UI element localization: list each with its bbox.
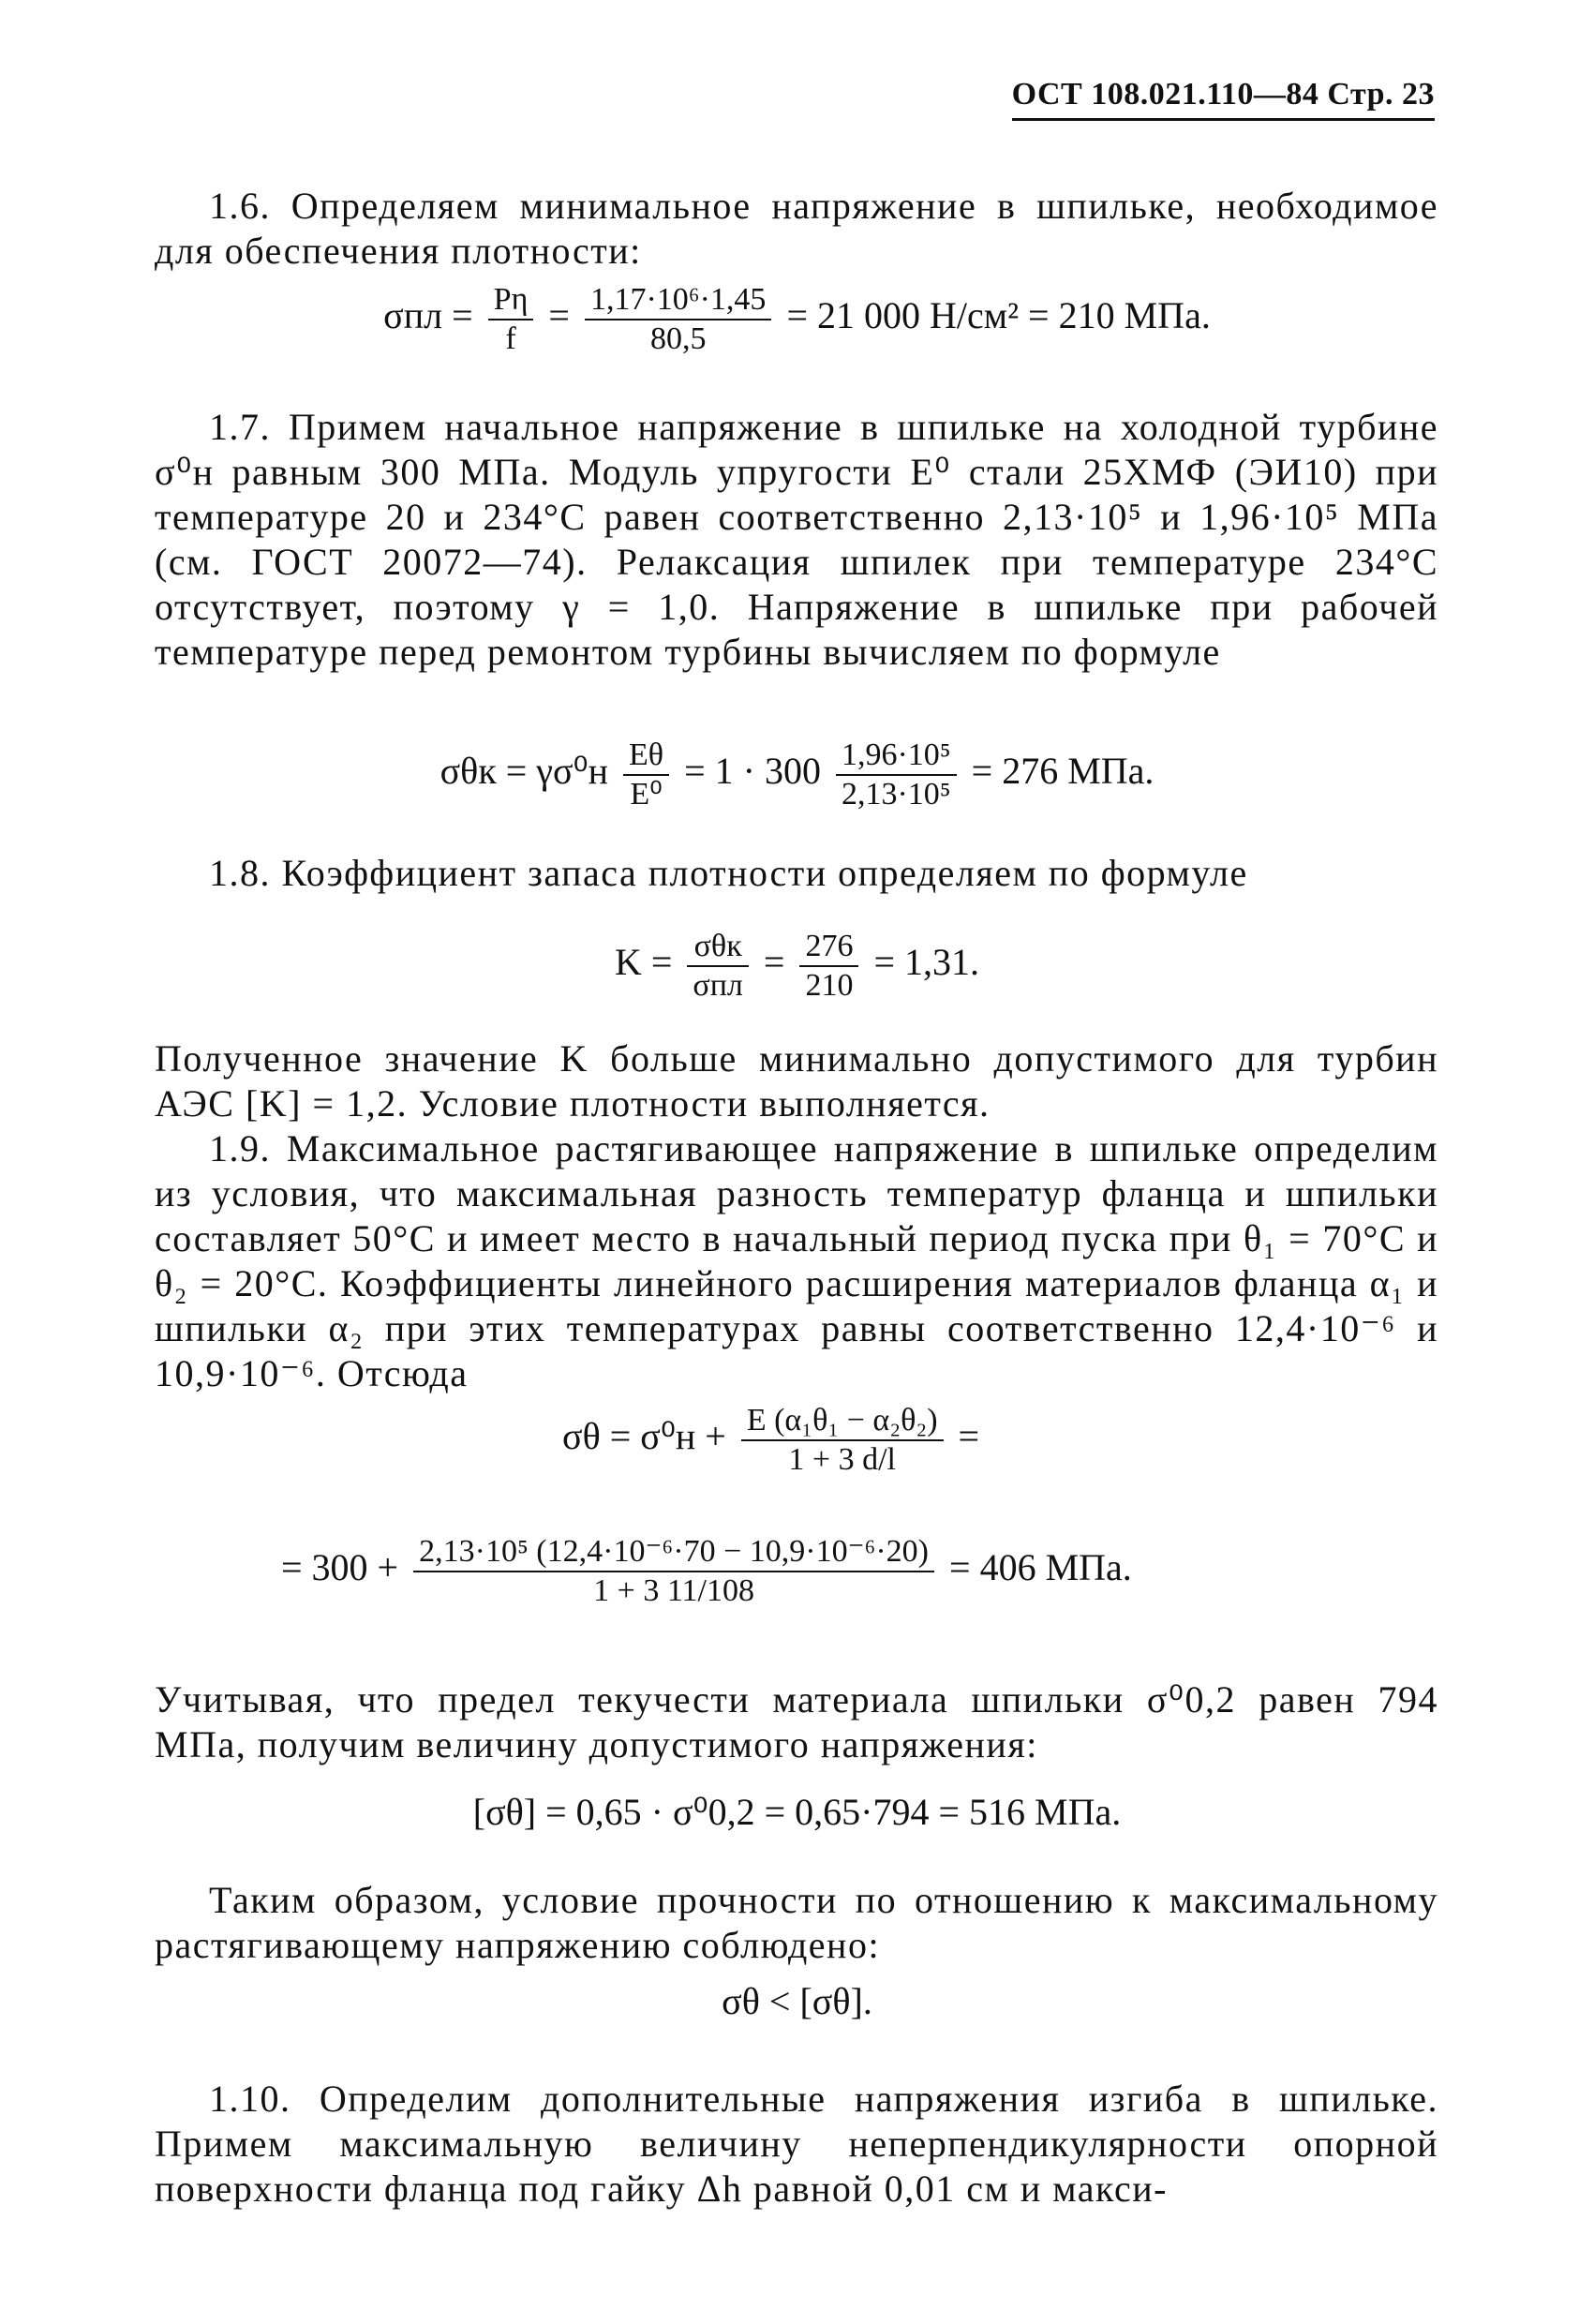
formula-sigma-theta <box>562 1402 979 1479</box>
fraction <box>836 737 957 813</box>
fraction-numerator: Pη <box>488 281 534 320</box>
equals-sign: = <box>548 294 570 337</box>
equals-sign: = <box>763 941 785 984</box>
fraction-numerator: 1,17·10⁶·1,45 <box>585 281 772 320</box>
paragraph-1-6: 1.6. Определяем минимальное напряжение в шпильке, необходимое для обеспечения плотности: <box>155 185 1438 272</box>
fraction <box>687 928 749 1005</box>
fraction <box>799 928 858 1005</box>
paragraph-strength-condition: Таким образом, условие прочности по отношению к максимальному растягивающему напряжению соблюдено: <box>155 1879 1438 1966</box>
fraction-denominator: σпл <box>693 968 743 1003</box>
paragraph-yield-strength: Учитывая, что предел текучести материала шпильки σ⁰0,2 равен 794 МПа, получим величину допустимого напряжения: <box>155 1678 1438 1765</box>
formula-sigma-theta-value <box>281 1533 1132 1610</box>
paragraph-1-10: 1.10. Определим дополнительные напряжения изгиба в шпильке. Примем максимальную величину неперпендикулярности опорной поверхности фланца под гайку Δh равной 0,01 см и макси- <box>155 2078 1438 2210</box>
formula-lhs: σпл = <box>383 294 473 337</box>
fraction-numerator: Eθ <box>623 737 669 776</box>
fraction <box>488 281 534 358</box>
paragraph-1-9: 1.9. Максимальное растягивающее напряжение в шпильке определим из условия, что максимальная разность температур фланца и шпильки составляет 50°С и имеет место в начальный период пуска при θ₁ = 70°С и θ₂ = 20°С. Коэффициенты линейного расширения материалов фланца α₁ и шпильки α₂ при этих температурах равны соответственно 12,4·10⁻⁶ и 10,9·10⁻⁶. Отсюда <box>155 1127 1438 1394</box>
fraction-numerator: 1,96·10⁵ <box>836 737 957 776</box>
fraction-denominator: 1 + 3 d/l <box>788 1442 896 1477</box>
fraction-denominator: 1 + 3 11/108 <box>593 1573 754 1608</box>
fraction <box>623 737 669 813</box>
paragraph-1-8: 1.8. Коэффициент запаса плотности определяем по формуле <box>209 852 1248 894</box>
formula-result: = 276 МПа. <box>971 750 1155 793</box>
formula-result: = 406 МПа. <box>949 1546 1132 1589</box>
formula-inequality: σθ < [σθ]. <box>722 1980 872 2022</box>
fraction-numerator: 2,13·10⁵ (12,4·10⁻⁶·70 − 10,9·10⁻⁶·20) <box>413 1533 934 1572</box>
formula-lhs: K = <box>614 941 673 984</box>
paragraph-k-result: Полученное значение K больше минимально допустимого для турбин АЭС [K] = 1,2. Условие плотности выполняется. <box>155 1037 1438 1125</box>
fraction-numerator: σθк <box>687 928 749 967</box>
fraction <box>741 1402 944 1479</box>
formula-lhs: = 300 + <box>281 1546 399 1589</box>
fraction-denominator: 80,5 <box>649 321 707 356</box>
formula-lhs: σθ = σ⁰н + <box>562 1415 726 1458</box>
fraction-numerator: E (α₁θ₁ − α₂θ₂) <box>741 1402 944 1441</box>
fraction <box>585 281 772 358</box>
page-header: ОСТ 108.021.110—84 Стр. 23 <box>1012 77 1435 121</box>
fraction-denominator: 210 <box>805 968 854 1003</box>
equals-sign: = <box>958 1415 980 1458</box>
formula-sigma-pl <box>0 281 1594 358</box>
formula-allowable-stress: [σθ] = 0,65 · σ⁰0,2 = 0,65·794 = 516 МПа. <box>472 1791 1122 1833</box>
fraction-denominator: E⁰ <box>630 777 663 812</box>
formula-k <box>0 928 1594 1005</box>
formula-sigma-k <box>0 737 1594 813</box>
formula-lhs: σθк = γσ⁰н <box>439 750 608 793</box>
fraction-denominator: 2,13·10⁵ <box>841 777 951 812</box>
formula-middle: = 1 · 300 <box>684 750 821 793</box>
fraction-numerator: 276 <box>799 928 858 967</box>
formula-result: = 21 000 Н/см² = 210 МПа. <box>786 294 1211 337</box>
fraction <box>413 1533 934 1610</box>
formula-result: = 1,31. <box>873 941 980 984</box>
fraction-denominator: f <box>505 321 516 356</box>
paragraph-1-7: 1.7. Примем начальное напряжение в шпильке на холодной турбине σ⁰н равным 300 МПа. Модуль упругости E⁰ стали 25ХМФ (ЭИ10) при температуре 20 и 234°С равен соответственно 2,13·10⁵ и 1,96·10⁵ МПа (см. ГОСТ 20072—74). Релаксация шпилек при температуре 234°С отсутствует, поэтому γ = 1,0. Напряжение в шпильке при рабочей температуре перед ремонтом турбины вычисляем по формуле <box>155 406 1438 673</box>
